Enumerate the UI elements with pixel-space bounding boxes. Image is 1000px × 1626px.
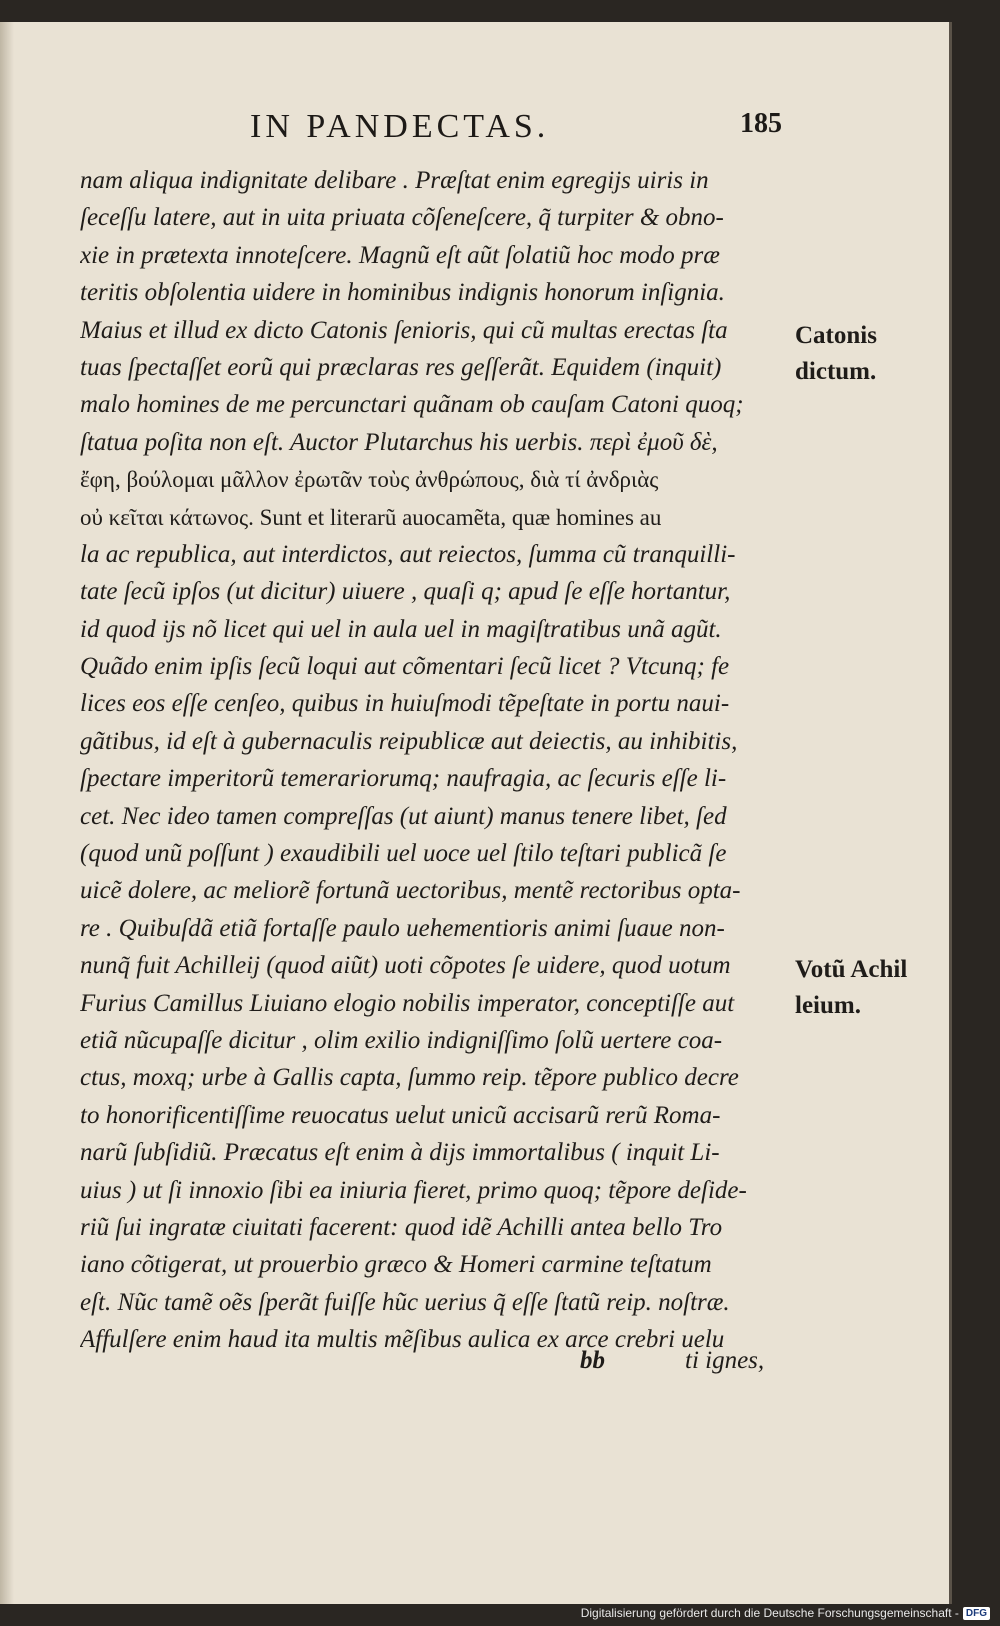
text-line: cet. Nec ideo tamen compreſſas (ut aiunt) manus tenere libet, ſed — [80, 802, 727, 830]
text-line: Maius et illud ex dicto Catonis ſenioris, qui cũ multas erectas ſta — [80, 316, 728, 344]
text-line: malo homines de me percunctari quãnam ob cauſam Catoni quoq; — [80, 391, 744, 419]
text-line: to honorificentiſſime reuocatus uelut unicũ accisarũ rerũ Roma- — [80, 1101, 721, 1129]
page-gutter-shadow — [0, 22, 14, 1604]
text-line: ctus, moxq; urbe à Gallis capta, ſummo reip. tẽpore publico decre — [80, 1064, 739, 1092]
text-line: (quod unũ poſſunt ) exaudibili uel uoce uel ſtilo teſtari publicã ſe — [80, 840, 727, 868]
book-page — [0, 22, 952, 1604]
page-number: 185 — [740, 108, 782, 139]
margin-note-line: Catonis — [795, 322, 877, 349]
text-line: etiã nũcupaſſe dicitur , olim exilio indigniſſimo ſolũ uertere coa- — [80, 1026, 723, 1054]
text-line: re . Quibuſdã etiã fortaſſe paulo uehementioris animi ſuaue non- — [80, 914, 725, 942]
main-text-block — [80, 162, 785, 1396]
text-line: id quod ijs nõ licet qui uel in aula uel in magiſtratibus unã agũt. — [80, 615, 722, 643]
footer-text: Digitalisierung gefördert durch die Deutsche Forschungsgemeinschaft - — [580, 1606, 959, 1620]
margin-note-achilleium — [795, 952, 907, 1024]
text-line: ſtatua poſita non eſt. Auctor Plutarchus his uerbis. περὶ ἐμοῦ δὲ, — [80, 428, 718, 456]
greek-text-line: ἔφη, βούλομαι μᾶλλον ἐρωτᾶν τοὺς ἀνθρώπους, διὰ τί ἀνδριὰς — [80, 467, 659, 493]
margin-note-line: leium. — [795, 992, 861, 1019]
text-line: Quãdo enim ipſis ſecũ loqui aut cõmentari ſecũ licet ? Vtcunq; fe — [80, 653, 730, 681]
text-line: narũ ſubſidiũ. Præcatus eſt enim à dijs immortalibus ( inquit Li- — [80, 1139, 720, 1167]
greek-text-line: οὐ κεῖται κάτωνος. Sunt et literarũ auocamẽta, quæ homines au — [80, 504, 662, 530]
margin-note-line: Votũ Achil — [795, 956, 908, 983]
text-line: la ac republica, aut interdictos, aut reiectos, ſumma cũ tranquilli- — [80, 540, 736, 568]
text-line: iano cõtigerat, ut prouerbio græco & Homeri carmine teſtatum — [80, 1251, 712, 1279]
margin-note-line: dictum. — [795, 358, 877, 385]
signature-mark: bb — [580, 1347, 605, 1374]
text-line: ſpectare imperitorũ temerariorumq; naufragia, ac ſecuris eſſe li- — [80, 765, 727, 793]
text-line: eſt. Nũc tamẽ oẽs ſperãt fuiſſe hũc uerius q̃ eſſe ſtatũ reip. noſtræ. — [80, 1288, 730, 1316]
running-header: IN PANDECTAS. — [250, 108, 550, 145]
text-line: Affulſere enim haud ita multis mẽſibus aulica ex arce crebri uelu — [80, 1326, 725, 1354]
text-line: nunq̃ fuit Achilleij (quod aiũt) uoti cõpotes ſe uidere, quod uotum — [80, 952, 731, 980]
text-line: ſeceſſu latere, aut in uita priuata cõſeneſcere, q̃ turpiter & obno- — [80, 204, 724, 232]
text-line: tate ſecũ ipſos (ut dicitur) uiuere , quaſi q; apud ſe eſſe hortantur, — [80, 578, 731, 606]
text-line — [80, 1359, 785, 1396]
digitization-footer — [581, 1603, 990, 1623]
text-line: teritis obſolentia uidere in hominibus indignis honorum inſignia. — [80, 279, 725, 307]
text-line: uius ) ut ſi innoxio ſibi ea iniuria fieret, primo quoq; tẽpore deſide- — [80, 1176, 747, 1204]
text-line: uicẽ dolere, ac meliorẽ fortunã uectoribus, mentẽ rectoribus opta- — [80, 877, 741, 905]
text-line: nam aliqua indignitate delibare . Præſtat enim egregijs uiris in — [80, 167, 709, 194]
text-line: gãtibus, id eſt à gubernaculis reipublicæ aut deiectis, au inhibitis, — [80, 727, 738, 755]
text-line: riũ ſui ingratæ ciuitati facerent: quod idẽ Achilli antea bello Tro — [80, 1213, 723, 1241]
catchword: ti ignes, — [685, 1347, 765, 1374]
text-line: xie in prætexta innoteſcere. Magnũ eſt aũt ſolatiũ hoc modo præ — [80, 241, 720, 269]
text-line: tuas ſpectaſſet eorũ qui præclaras res geſſerãt. Equidem (inquit) — [80, 353, 722, 381]
dfg-logo: DFG — [963, 1607, 990, 1620]
text-line: Furius Camillus Liuiano elogio nobilis imperator, conceptiſſe aut — [80, 989, 735, 1017]
margin-note-catonis — [795, 318, 877, 390]
text-line: lices eos eſſe cenſeo, quibus in huiuſmodi tẽpeſtate in portu naui- — [80, 690, 730, 718]
